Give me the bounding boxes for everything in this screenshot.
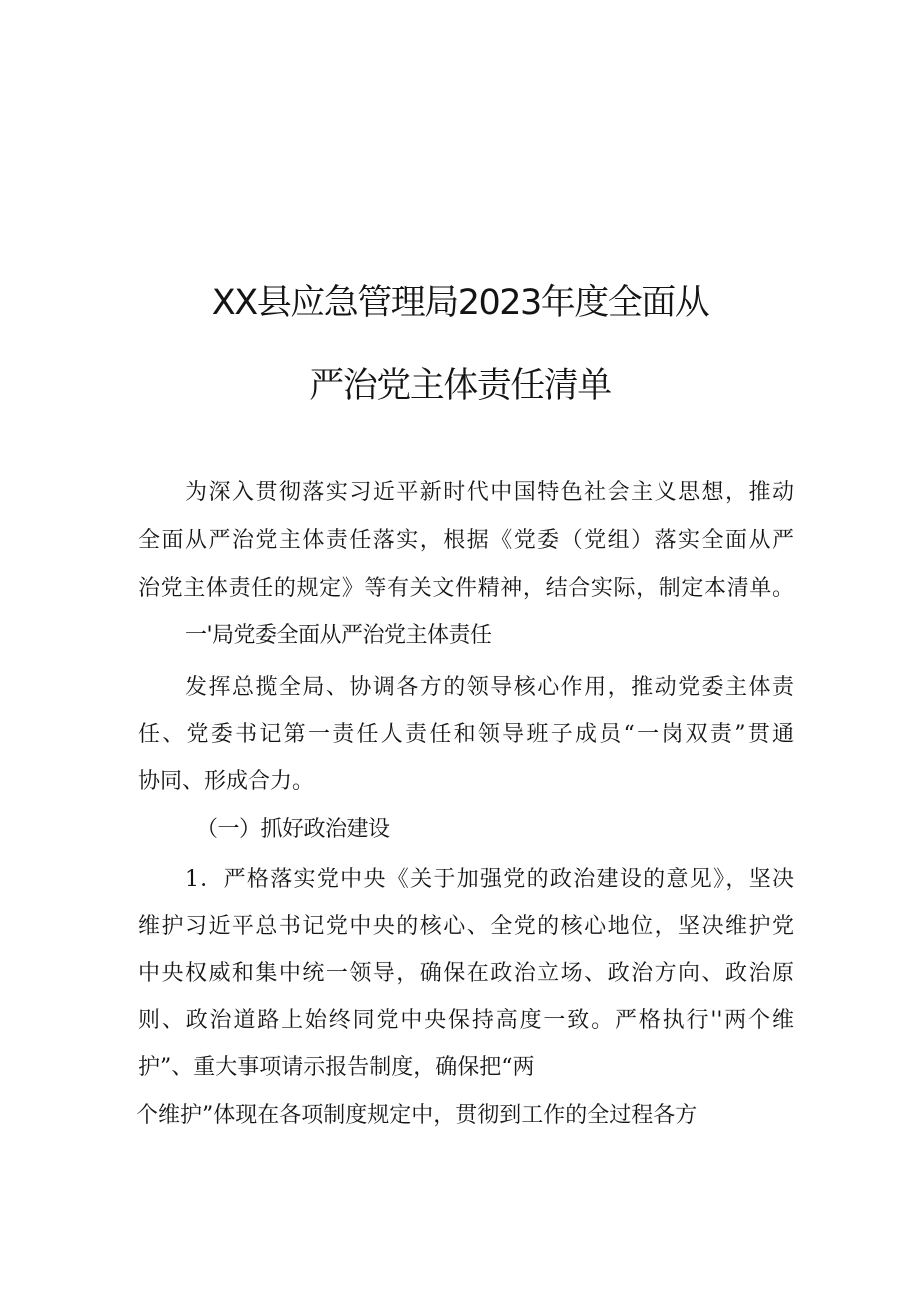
item-paragraph-line: 维护习近平总书记党中央的核心、全党的核心地位，坚决维护党 — [138, 914, 794, 939]
item-paragraph-line: 个维护”体现在各项制度规定中，贯彻到工作的全过程各方 — [136, 1103, 698, 1128]
section-paragraph-line: 任、党委书记第一责任人责任和领导班子成员“一岗双责”贯通 — [138, 722, 794, 747]
item-paragraph-line: 护”、重大事项请示报告制度，确保把“两 — [138, 1055, 535, 1080]
section-paragraph-line: 协同、形成合力。 — [138, 769, 315, 794]
item-paragraph-line: 1．严格落实党中央《关于加强党的政治建设的意见》，坚决 — [185, 867, 794, 892]
subsection-heading: （一）抓好政治建设 — [196, 817, 390, 842]
item-paragraph-line: 中央权威和集中统一领导，确保在政治立场、政治方向、政治原 — [138, 961, 794, 986]
item-paragraph-line: 则、政治道路上始终同党中央保持高度一致。严格执行''两个维 — [138, 1008, 794, 1033]
section-heading: 一'局党委全面从严治党主体责任 — [185, 623, 492, 648]
intro-paragraph-line: 全面从严治党主体责任落实，根据《党委（党组）落实全面从严 — [138, 528, 794, 553]
document-title-line-2: 严治党主体责任清单 — [309, 366, 611, 406]
intro-paragraph-line: 治党主体责任的规定》等有关文件精神，结合实际，制定本清单。 — [138, 576, 794, 601]
intro-paragraph-line: 为深入贯彻落实习近平新时代中国特色社会主义思想，推动 — [185, 480, 794, 505]
section-paragraph-line: 发挥总揽全局、协调各方的领导核心作用，推动党委主体责 — [185, 675, 794, 700]
document-title-line-1: XX县应急管理局2023年度全面从 — [211, 283, 709, 323]
